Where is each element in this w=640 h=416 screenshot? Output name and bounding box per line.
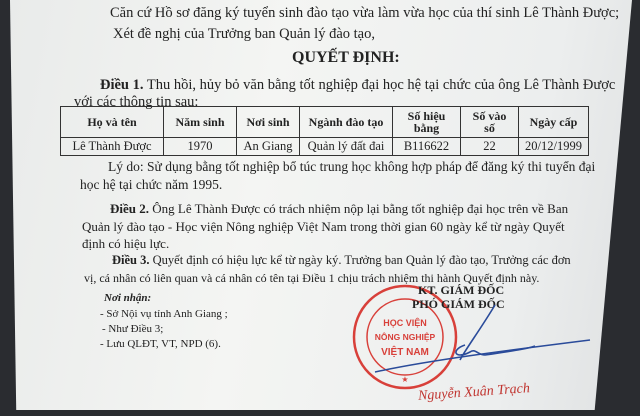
table-header-row [61,107,589,138]
preamble-line: Căn cứ Hồ sơ đăng ký tuyển sinh đào tạo vừa làm vừa học của thí sinh Lê Thành Được; [110,5,620,21]
article-text: Quản lý đào tạo - Học viện Nông nghiệp Việt Nam trong thời gian 60 ngày kể từ ngày Quyết [82,219,565,234]
recipient-item: - Lưu QLĐT, VT, NPD (6). [100,338,221,350]
cell: 22 [461,138,519,156]
decision-title: QUYẾT ĐỊNH: [292,49,400,66]
recipient-item: - Như Điều 3; [102,323,164,335]
cell: An Giang [237,138,300,156]
article-text: Ông Lê Thành Được có trách nhiệm nộp lại bằng tốt nghiệp đại học trên về Ban [152,201,569,216]
col-header: Họ và tên [61,107,164,138]
stamp-text: NÔNG NGHIỆP [374,332,436,342]
table-row [61,138,589,156]
article-text: định có hiệu lực. [82,236,170,251]
article-label: Điều 2. [110,201,149,216]
cell: Quản lý đất đai [300,138,393,156]
col-header: Số hiệu bằng [393,107,461,138]
article-text: Quyết định có hiệu lực kể từ ngày ký. Trưởng ban Quản lý đào tạo, Trưởng các đơn [152,253,571,267]
article-label: Điều 1. [100,77,144,93]
signature-title: KT. GIÁM ĐỐC [418,283,505,297]
article-text: với các thông tin sau: [74,94,199,110]
reason-line: học hệ tại chức năm 1995. [80,177,223,192]
recipient-item: - Sở Nội vụ tỉnh Anh Giang ; [100,308,228,320]
signature-title: PHÓ GIÁM ĐỐC [412,297,505,311]
signer-name: Nguyễn Xuân Trạch [417,381,531,404]
stamp-star-icon: ★ [401,375,409,384]
article-text: Thu hồi, hủy bỏ văn bằng tốt nghiệp đại học hệ tại chức của ông Lê Thành Được [146,77,616,93]
article-label: Điều 3. [112,253,150,267]
cell: 1970 [164,138,237,156]
col-header: Số vào số [461,107,519,138]
handwritten-signature [370,300,600,380]
diploma-table [60,106,589,156]
stamp-text: HỌC VIỆN [383,318,427,328]
cell: Lê Thành Được [61,138,164,156]
recipients-heading: Nơi nhận: [104,292,152,304]
col-header: Năm sinh [164,107,237,138]
col-header: Nơi sinh [237,107,300,138]
reason-line: Lý do: Sử dụng bằng tốt nghiệp bổ túc trung học không hợp pháp để đăng ký thi tuyển đại [108,159,596,174]
stamp-text: VIỆT NAM [381,347,429,358]
cell: 20/12/1999 [519,138,589,156]
col-header: Ngành đào tạo [300,107,393,138]
preamble-line: Xét đề nghị của Trưởng ban Quản lý đào tạo, [113,26,375,42]
cell: B116622 [393,138,461,156]
article-text: vị, cá nhân có liên quan và cá nhân có tên tại Điều 1 chịu trách nhiệm thi hành Quyết định này. [84,271,540,285]
col-header: Ngày cấp [519,107,589,138]
